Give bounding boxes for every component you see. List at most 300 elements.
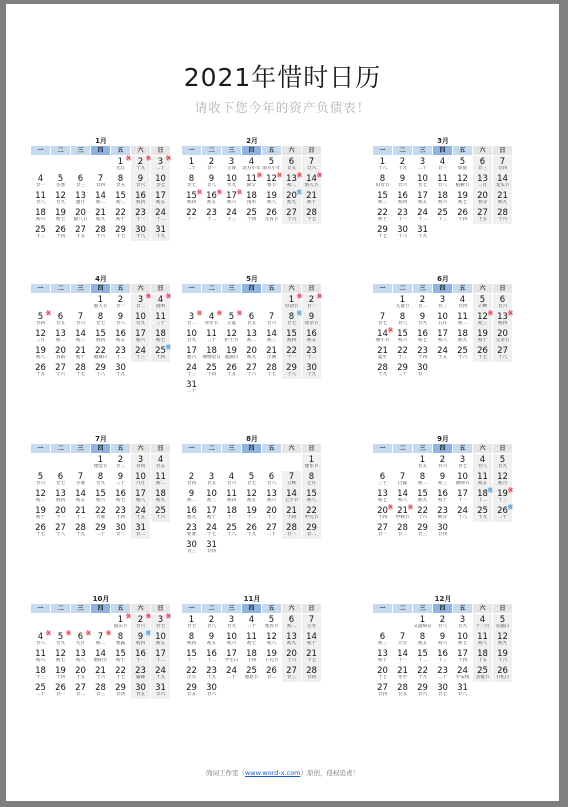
day-number: 6	[479, 157, 486, 167]
day-cell	[242, 190, 261, 207]
lunar-label: 建军节	[304, 464, 319, 469]
day-cell	[453, 648, 472, 665]
day-cell	[131, 190, 150, 207]
day-cell	[71, 648, 90, 665]
lunar-label: 青年节	[204, 321, 219, 326]
holiday-rest-badge: 休	[125, 614, 131, 620]
lunar-label: 十六	[95, 675, 106, 680]
day-number: 27	[55, 523, 66, 533]
day-cell	[302, 362, 321, 379]
day-cell	[302, 173, 321, 190]
day-cell	[433, 682, 452, 699]
day-cell	[282, 488, 301, 505]
day-cell	[413, 614, 432, 631]
day-cell	[413, 648, 432, 665]
day-number: 24	[437, 346, 448, 356]
holiday-rest-badge: 休	[216, 311, 222, 317]
lunar-label: 十二	[246, 515, 257, 520]
weekday-label: 日	[151, 444, 170, 453]
day-number: 3	[137, 295, 144, 305]
day-number: 21	[75, 346, 86, 356]
day-cell	[131, 648, 150, 665]
weekday-label: 六	[282, 146, 301, 155]
lunar-label: 艾滋病日	[413, 624, 432, 629]
lunar-label: 三月	[35, 338, 46, 343]
lunar-label: 廿八	[437, 624, 448, 629]
day-cell	[242, 311, 261, 328]
lunar-label: 初八	[437, 338, 448, 343]
day-number: 7	[288, 472, 295, 482]
weekday-label: 一	[182, 604, 201, 613]
lunar-label: 廿四	[35, 321, 46, 326]
day-number: 6	[379, 472, 386, 482]
lunar-label: 初五	[155, 641, 166, 646]
lunar-label: 十六	[497, 658, 508, 663]
day-cell	[91, 505, 110, 522]
day-number: 3	[208, 472, 215, 482]
weekday-label: 日	[493, 284, 512, 293]
day-cell	[71, 328, 90, 345]
day-number: 4	[479, 615, 486, 625]
day-cell	[262, 311, 281, 328]
lunar-label: 十四	[246, 658, 257, 663]
day-cell	[182, 631, 201, 648]
day-cell	[131, 156, 150, 173]
lunar-label: 十四	[55, 675, 66, 680]
weekday-label: 五	[262, 284, 281, 293]
day-number: 30	[397, 225, 408, 235]
day-cell	[111, 631, 130, 648]
lunar-label: 十六	[95, 234, 106, 239]
lunar-label: 十二	[477, 498, 488, 503]
day-cell	[373, 190, 392, 207]
lunar-label: 二十	[397, 372, 408, 377]
day-number: 27	[75, 683, 86, 693]
day-number: 24	[457, 506, 468, 516]
lunar-label: 七月	[306, 481, 317, 486]
day-cell	[433, 522, 452, 539]
day-number: 26	[457, 208, 468, 218]
day-number: 29	[186, 683, 197, 693]
day-cell	[373, 505, 392, 522]
day-cell	[51, 505, 70, 522]
lunar-label: 十三	[186, 372, 197, 377]
day-number: 18	[226, 506, 237, 516]
lunar-label: 十三	[497, 498, 508, 503]
weekday-label: 一	[373, 284, 392, 293]
day-cell	[282, 345, 301, 362]
day-number: 4	[248, 615, 255, 625]
lunar-label: 十九	[115, 372, 126, 377]
lunar-label: 初七	[457, 641, 468, 646]
lunar-label: 初十	[377, 658, 388, 663]
day-cell	[31, 207, 50, 224]
day-cell	[91, 190, 110, 207]
day-cell	[242, 631, 261, 648]
weekday-label: 五	[453, 604, 472, 613]
day-number: 22	[286, 346, 297, 356]
day-number: 5	[57, 632, 64, 642]
day-number: 18	[457, 329, 468, 339]
day-number: 6	[77, 174, 84, 184]
day-cell	[302, 631, 321, 648]
weekday-header	[31, 284, 171, 293]
lunar-label: 护士节	[224, 338, 239, 343]
day-cell	[51, 190, 70, 207]
day-number: 1	[399, 295, 406, 305]
day-number: 19	[35, 506, 46, 516]
day-number: 2	[419, 295, 426, 305]
day-number: 14	[266, 329, 277, 339]
holiday-rest-badge: 休	[296, 294, 302, 300]
lunar-label: 廿八	[35, 641, 46, 646]
day-number: 17	[206, 506, 217, 516]
day-cell	[222, 665, 241, 682]
lunar-label: 十六	[457, 355, 468, 360]
day-number: 10	[135, 472, 146, 482]
weekday-label: 四	[91, 284, 110, 293]
weekday-label: 三	[222, 284, 241, 293]
day-number: 10	[226, 632, 237, 642]
lunar-label: 节礼日	[495, 675, 510, 680]
lunar-label: 十二	[417, 217, 428, 222]
lunar-label: 廿六	[497, 304, 508, 309]
lunar-label: 初九	[286, 200, 297, 205]
holiday-rest-badge: 休	[507, 311, 513, 317]
day-number: 13	[55, 329, 66, 339]
day-number: 19	[226, 346, 237, 356]
day-number: 8	[117, 632, 124, 642]
day-number: 17	[186, 346, 197, 356]
lunar-label: 廿二	[135, 532, 146, 537]
day-number: 13	[55, 489, 66, 499]
lunar-label: 惊蛰	[457, 166, 468, 171]
weekday-label: 三	[71, 146, 90, 155]
day-cell	[202, 311, 221, 328]
lunar-label: 十六	[497, 217, 508, 222]
day-number: 2	[137, 157, 144, 167]
lunar-label: 下元节	[264, 658, 279, 663]
day-number: 28	[75, 363, 86, 373]
day-number: 27	[497, 346, 508, 356]
lunar-label: 十二	[206, 658, 217, 663]
lunar-label: 小寒	[55, 183, 66, 188]
months-grid	[6, 4, 559, 801]
day-cell	[51, 471, 70, 488]
lunar-label: 廿六	[417, 692, 428, 697]
day-number: 12	[35, 329, 46, 339]
day-cell	[373, 345, 392, 362]
day-number: 2	[208, 157, 215, 167]
day-number: 3	[228, 615, 235, 625]
lunar-label: 旅游日	[224, 355, 239, 360]
day-number: 5	[37, 472, 44, 482]
day-number: 6	[248, 312, 255, 322]
lunar-label: 初四	[226, 498, 237, 503]
lunar-label: 十七	[377, 675, 388, 680]
lunar-label: 初七	[377, 498, 388, 503]
day-number: 20	[246, 346, 257, 356]
day-cell	[51, 522, 70, 539]
day-number: 12	[266, 632, 277, 642]
day-cell	[473, 190, 492, 207]
day-cell	[131, 454, 150, 471]
day-number: 25	[457, 346, 468, 356]
lunar-label: 廿八	[437, 183, 448, 188]
lunar-label: 廿四	[377, 692, 388, 697]
day-number: 30	[417, 363, 428, 373]
makeup-workday-badge: 班	[296, 190, 302, 196]
day-cell	[31, 224, 50, 241]
day-cell	[111, 505, 130, 522]
day-cell	[413, 294, 432, 311]
day-cell	[282, 207, 301, 224]
day-cell	[393, 345, 412, 362]
lunar-label: 十七	[306, 658, 317, 663]
lunar-label: 二十	[186, 389, 197, 394]
day-cell	[393, 648, 412, 665]
lunar-label: 寒衣节	[264, 624, 279, 629]
day-cell	[493, 505, 512, 522]
day-number: 13	[497, 312, 508, 322]
day-number: 24	[226, 208, 237, 218]
weekday-label: 日	[493, 444, 512, 453]
day-number: 7	[308, 157, 315, 167]
lunar-label: 十四	[155, 355, 166, 360]
lunar-label: 实施日	[495, 624, 510, 629]
lunar-label: 初八	[477, 641, 488, 646]
day-cell	[71, 345, 90, 362]
day-cell	[262, 665, 281, 682]
day-cell	[222, 311, 241, 328]
day-number: 3	[157, 157, 164, 167]
lunar-label: 初二	[457, 321, 468, 326]
day-number: 25	[35, 683, 46, 693]
day-cell	[151, 190, 170, 207]
day-number: 29	[95, 523, 106, 533]
lunar-label: 三十	[115, 481, 126, 486]
day-cell	[202, 488, 221, 505]
lunar-label: 廿九	[417, 321, 428, 326]
day-number: 4	[439, 157, 446, 167]
weekday-label: 五	[262, 146, 281, 155]
day-cell	[453, 682, 472, 699]
day-number: 30	[206, 683, 217, 693]
day-cell	[302, 614, 321, 631]
day-number: 30	[135, 683, 146, 693]
lunar-label: 廿四	[115, 692, 126, 697]
day-number: 20	[55, 506, 66, 516]
lunar-label: 廿五	[115, 183, 126, 188]
day-number: 2	[188, 472, 195, 482]
day-cell	[31, 345, 50, 362]
weekday-label: 四	[242, 444, 261, 453]
lunar-label: 初五	[417, 641, 428, 646]
day-number: 25	[155, 346, 166, 356]
day-cell	[473, 345, 492, 362]
day-cell	[31, 488, 50, 505]
day-cell	[373, 488, 392, 505]
day-cell	[262, 190, 281, 207]
day-cell	[413, 328, 432, 345]
day-number: 25	[246, 208, 257, 218]
day-number: 29	[286, 363, 297, 373]
day-number: 7	[399, 632, 406, 642]
day-number: 19	[55, 208, 66, 218]
day-cell	[222, 488, 241, 505]
day-cell	[282, 328, 301, 345]
lunar-label: 大暑	[95, 515, 106, 520]
day-cell	[282, 631, 301, 648]
day-cell	[222, 631, 241, 648]
day-cell	[31, 190, 50, 207]
day-number: 20	[497, 329, 508, 339]
day-cell	[302, 156, 321, 173]
day-cell	[182, 522, 201, 539]
lunar-label: 初五	[75, 498, 86, 503]
day-number: 27	[55, 363, 66, 373]
lunar-label: 初三	[266, 338, 277, 343]
day-number: 4	[37, 174, 44, 184]
lunar-label: 廿四	[206, 549, 217, 554]
day-number: 23	[397, 208, 408, 218]
day-cell	[202, 190, 221, 207]
day-number: 23	[437, 506, 448, 516]
day-number: 7	[97, 632, 104, 642]
day-number: 21	[286, 506, 297, 516]
day-cell	[111, 362, 130, 379]
lunar-label: 十四	[286, 515, 297, 520]
day-cell	[393, 488, 412, 505]
day-number: 27	[266, 523, 277, 533]
day-cell	[473, 311, 492, 328]
day-number: 13	[286, 632, 297, 642]
day-cell	[433, 173, 452, 190]
day-cell	[111, 454, 130, 471]
weekday-label: 三	[71, 604, 90, 613]
day-cell	[31, 328, 50, 345]
day-cell	[151, 631, 170, 648]
weekday-label: 一	[182, 146, 201, 155]
day-cell	[413, 682, 432, 699]
day-cell	[242, 488, 261, 505]
lunar-label: 十八	[457, 515, 468, 520]
weekday-label: 六	[282, 284, 301, 293]
lunar-label: 南方小年	[262, 166, 281, 171]
lunar-label: 母亲节	[304, 321, 319, 326]
weekday-label: 一	[182, 284, 201, 293]
day-number: 29	[306, 523, 317, 533]
lunar-label: 十八	[55, 532, 66, 537]
day-cell	[111, 614, 130, 631]
day-cell	[413, 505, 432, 522]
lunar-label: 十六	[246, 372, 257, 377]
day-cell	[393, 328, 412, 345]
day-number: 21	[95, 208, 106, 218]
lunar-label: 廿九	[55, 641, 66, 646]
day-cell	[262, 362, 281, 379]
lunar-label: 廿一	[286, 532, 297, 537]
day-number: 31	[186, 380, 197, 390]
day-cell	[393, 471, 412, 488]
lunar-label: 寒露	[115, 641, 126, 646]
lunar-label: 廿六	[266, 321, 277, 326]
day-cell	[31, 362, 50, 379]
lunar-label: 廿五	[246, 321, 257, 326]
weekday-label: 五	[111, 284, 130, 293]
lunar-label: 龙头节	[495, 183, 510, 188]
lunar-label: 十三	[35, 234, 46, 239]
day-number: 4	[248, 157, 255, 167]
lunar-label: 清明	[155, 304, 166, 309]
day-number: 27	[246, 363, 257, 373]
day-number: 14	[397, 649, 408, 659]
weekday-label: 四	[91, 444, 110, 453]
lunar-label: 廿二	[306, 532, 317, 537]
footer-link[interactable]: www.word-x.com	[244, 769, 301, 777]
day-number: 29	[95, 363, 106, 373]
day-cell	[151, 648, 170, 665]
day-cell	[493, 648, 512, 665]
day-number: 29	[377, 225, 388, 235]
day-cell	[131, 631, 150, 648]
lunar-label: 十七	[477, 355, 488, 360]
day-number: 15	[417, 649, 428, 659]
day-cell	[473, 328, 492, 345]
lunar-label: 二十	[35, 692, 46, 697]
day-cell	[71, 224, 90, 241]
day-cell	[302, 207, 321, 224]
day-cell	[473, 614, 492, 631]
day-cell	[111, 294, 130, 311]
day-cell	[373, 665, 392, 682]
lunar-label: 廿四	[186, 481, 197, 486]
lunar-label: 初三	[75, 338, 86, 343]
day-number: 27	[377, 523, 388, 533]
lunar-label: 十七	[266, 372, 277, 377]
day-number: 7	[308, 615, 315, 625]
day-cell	[151, 156, 170, 173]
day-number: 19	[497, 489, 508, 499]
lunar-label: 初五	[206, 641, 217, 646]
lunar-label: 中秋节	[395, 515, 410, 520]
day-cell	[151, 682, 170, 699]
day-cell	[151, 224, 170, 241]
lunar-label: 十四	[457, 217, 468, 222]
day-cell	[262, 522, 281, 539]
day-number: 24	[135, 346, 146, 356]
day-number: 15	[306, 489, 317, 499]
day-number: 18	[477, 649, 488, 659]
weekday-label: 日	[302, 444, 321, 453]
day-cell	[91, 471, 110, 488]
lunar-label: 初三	[377, 641, 388, 646]
day-cell	[413, 311, 432, 328]
day-number: 17	[437, 329, 448, 339]
day-number: 10	[457, 472, 468, 482]
lunar-label: 植树节	[455, 183, 470, 188]
lunar-label: 十五	[437, 355, 448, 360]
makeup-workday-badge: 班	[296, 311, 302, 317]
lunar-label: 二月	[477, 183, 488, 188]
lunar-label: 十七	[115, 234, 126, 239]
lunar-label: 初十	[306, 200, 317, 205]
day-cell	[433, 505, 452, 522]
day-number: 1	[308, 455, 315, 465]
day-number: 24	[186, 363, 197, 373]
lunar-label: 廿一	[306, 304, 317, 309]
month-name: 5月	[246, 275, 258, 283]
